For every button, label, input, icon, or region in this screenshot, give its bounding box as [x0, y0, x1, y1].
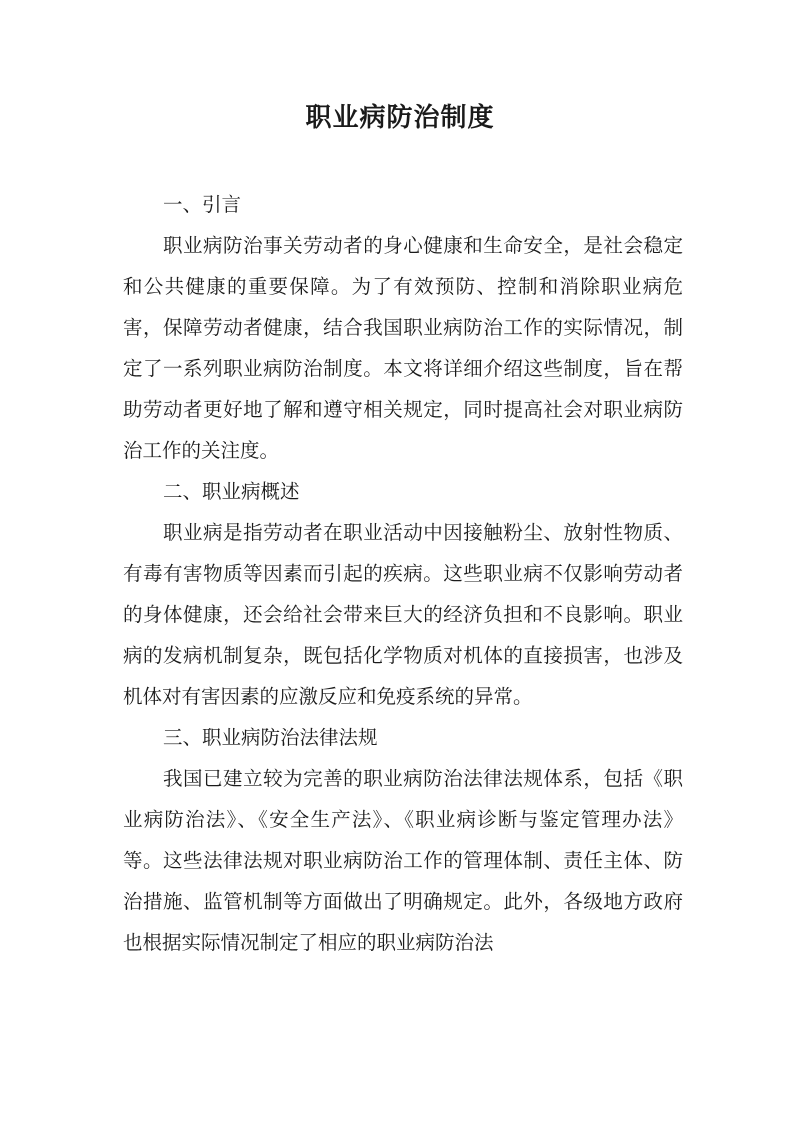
section-laws: [123, 717, 683, 963]
section-paragraph: 我国已建立较为完善的职业病防治法律法规体系，包括《职业病防治法》、《安全生产法》、《职业病诊断与鉴定管理办法》等。这些法律法规对职业病防治工作的管理体制、责任主体、防治措施、监管机制等方面做出了明确规定。此外，各级地方政府也根据实际情况制定了相应的职业病防治法: [123, 767, 683, 954]
section-overview: [123, 471, 683, 717]
document-body: [123, 184, 683, 963]
section-heading: 三、职业病防治法律法规: [163, 726, 378, 749]
section-introduction: [123, 184, 683, 471]
document-title: 职业病防治制度: [305, 103, 495, 133]
section-paragraph: 职业病防治事关劳动者的身心健康和生命安全，是社会稳定和公共健康的重要保障。为了有效预防、控制和消除职业病危害，保障劳动者健康，结合我国职业病防治工作的实际情况，制定了一系列职业病防治制度。本文将详细介绍这些制度，旨在帮助劳动者更好地了解和遵守相关规定，同时提高社会对职业病防治工作的关注度。: [123, 234, 683, 462]
section-heading: 一、引言: [163, 193, 242, 216]
section-paragraph: 职业病是指劳动者在职业活动中因接触粉尘、放射性物质、有毒有害物质等因素而引起的疾病。这些职业病不仅影响劳动者的身体健康，还会给社会带来巨大的经济负担和不良影响。职业病的发病机制复杂，既包括化学物质对机体的直接损害，也涉及机体对有害因素的应激反应和免疫系统的异常。: [123, 521, 683, 708]
section-heading: 二、职业病概述: [163, 480, 300, 503]
